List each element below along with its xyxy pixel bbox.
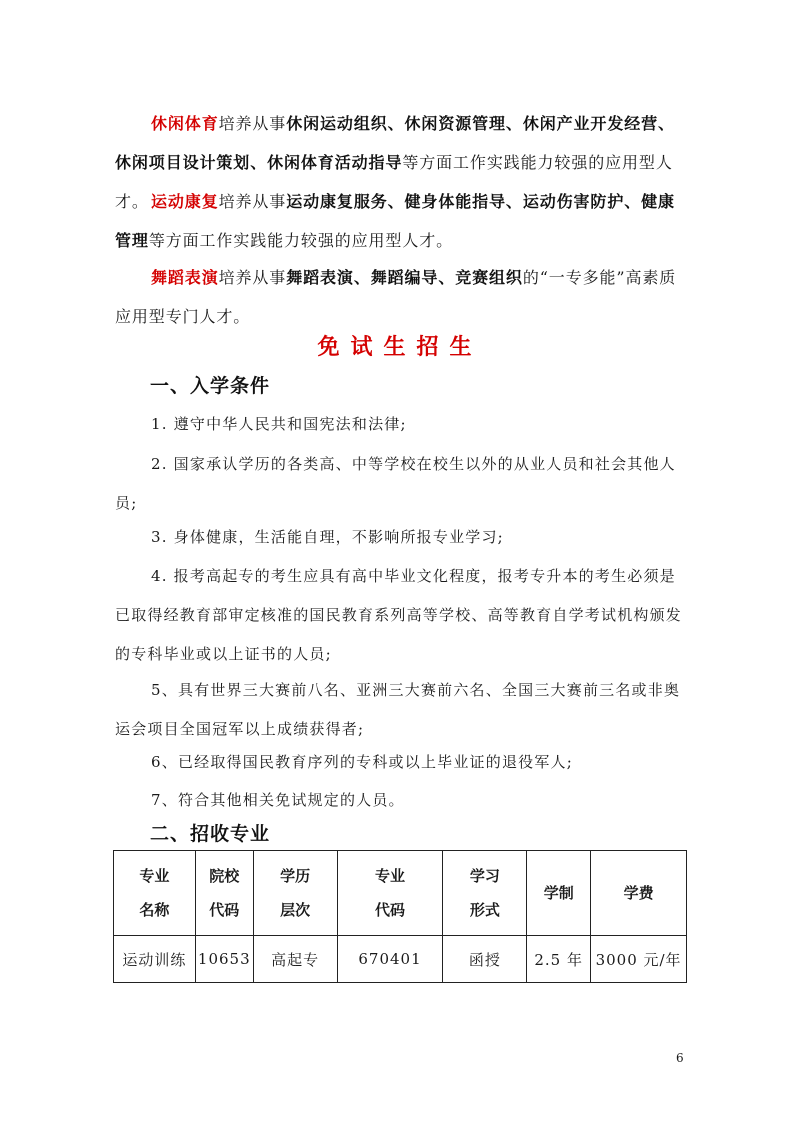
majors-table xyxy=(113,850,687,983)
section-title: 免试生招生 xyxy=(317,334,483,360)
intro-text: 培养从事 xyxy=(218,114,287,133)
cell-school-code: 10653 xyxy=(195,936,253,983)
cell-study-mode: 函授 xyxy=(443,936,527,983)
table-header-row xyxy=(114,851,687,936)
intro-text: 的“一专多能”高素质应用型专门人才。 xyxy=(115,268,677,326)
column-header-education-level: 学历 层次 xyxy=(253,851,337,936)
admission-item: 2. 国家承认学历的各类高、中等学校在校生以外的从业人员和社会其他人员; xyxy=(115,455,676,512)
cell-major-name: 运动训练 xyxy=(114,936,196,983)
admission-item: 5、具有世界三大赛前八名、亚洲三大赛前六名、全国三大赛前三名或非奥运会项目全国冠军以上成绩获得者; xyxy=(115,681,681,738)
major-name: 舞蹈表演 xyxy=(151,268,219,287)
intro-paragraph-dance xyxy=(115,258,687,336)
intro-text-bold: 运动康复服务、健身体能指导、运动伤害防护、健康管理 xyxy=(115,192,675,250)
intro-text: 等方面工作实践能力较强的应用型人才。 xyxy=(148,231,454,250)
intro-text-bold: 休闲运动组织、休闲资源管理、休闲产业开发经营、休闲项目设计策划、休闲体育活动指导 xyxy=(115,114,675,172)
column-header-tuition: 学费 xyxy=(591,851,687,936)
column-header-major-name: 专业 名称 xyxy=(114,851,196,936)
intro-text: 培养从事 xyxy=(218,192,287,211)
cell-tuition: 3000 元/年 xyxy=(591,936,687,983)
page-number: 6 xyxy=(676,1051,684,1065)
intro-text-bold: 舞蹈表演、舞蹈编导、竞赛组织 xyxy=(286,268,523,287)
column-header-major-code: 专业 代码 xyxy=(337,851,443,936)
admission-item: 4. 报考高起专的考生应具有高中毕业文化程度，报考专升本的考生必须是已取得经教育部审定核准的国民教育系列高等学校、高等教育自学考试机构颁发的专科毕业或以上证书的人员; xyxy=(115,567,683,663)
admission-heading: 一、入学条件 xyxy=(150,375,271,397)
cell-duration: 2.5 年 xyxy=(527,936,591,983)
column-header-school-code: 院校 代码 xyxy=(195,851,253,936)
intro-text: 等方面工作实践能力较强的应用型人才。 xyxy=(115,153,673,211)
admission-item: 1. 遵守中华人民共和国宪法和法律; xyxy=(151,415,407,433)
major-name: 休闲体育 xyxy=(151,114,219,133)
cell-major-code: 670401 xyxy=(337,936,443,983)
admission-item: 7、符合其他相关免试规定的人员。 xyxy=(151,791,405,809)
major-name: 运动康复 xyxy=(151,192,219,211)
majors-heading: 二、招收专业 xyxy=(150,823,271,845)
admission-item: 6、已经取得国民教育序列的专科或以上毕业证的退役军人; xyxy=(151,753,573,771)
column-header-study-mode: 学习 形式 xyxy=(443,851,527,936)
table-row xyxy=(114,936,687,983)
cell-education-level: 高起专 xyxy=(253,936,337,983)
intro-text: 培养从事 xyxy=(218,268,287,287)
intro-paragraph-sports-rehab xyxy=(115,182,687,260)
column-header-duration: 学制 xyxy=(527,851,591,936)
admission-item: 3. 身体健康，生活能自理，不影响所报专业学习; xyxy=(151,528,504,546)
